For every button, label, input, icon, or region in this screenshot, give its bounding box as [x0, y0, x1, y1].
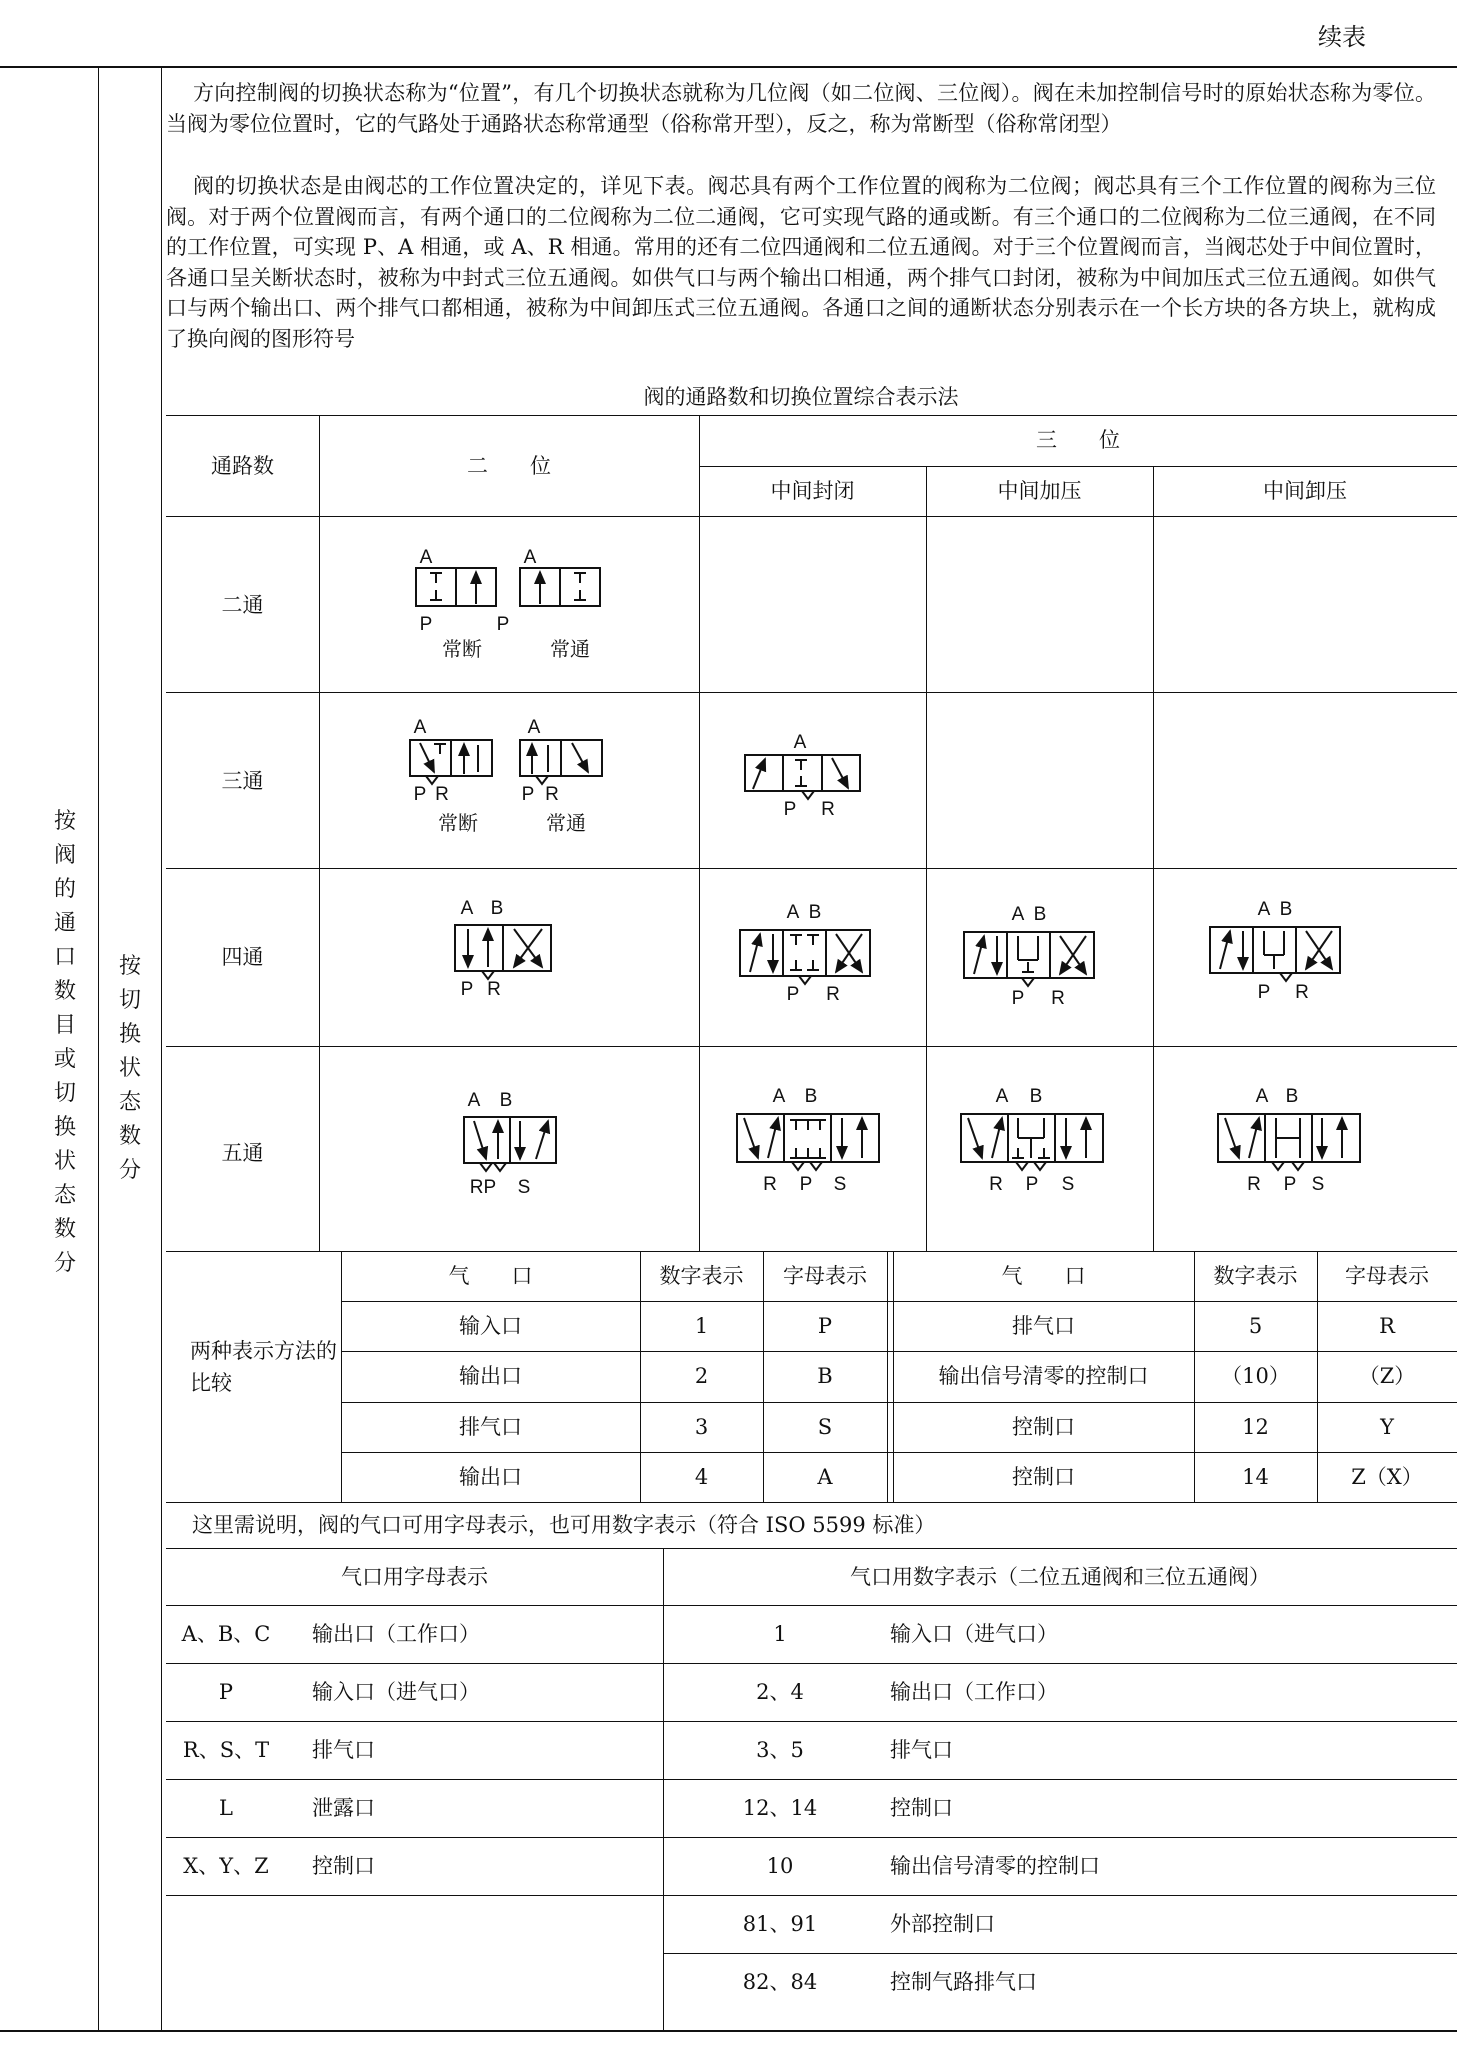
row-label-4-port: 四通: [221, 945, 264, 969]
port-row-line: [166, 1721, 663, 1722]
port-letter-code: X、Y、Z: [183, 1854, 269, 1878]
cmp-cell: 3: [694, 1415, 709, 1439]
outer-char: 口: [53, 945, 76, 970]
exhaust-triangle: [1034, 1162, 1046, 1170]
exhaust-triangle: [494, 1163, 506, 1171]
port-row-line: [663, 1721, 1457, 1722]
inner-char: 按: [118, 954, 141, 979]
symbol-label: R: [821, 799, 835, 820]
exhaust-triangle: [480, 1163, 492, 1171]
subheader-center-exhaust: 中间卸压: [1263, 479, 1347, 503]
symbol-label: 常通: [550, 637, 590, 661]
cmp-cell: 输入口: [459, 1314, 522, 1338]
port-number-desc: 输入口（进气口）: [890, 1622, 1058, 1646]
header-three-position: 三 位: [1036, 428, 1120, 452]
inner-char: 切: [118, 988, 141, 1013]
symbol-label: R: [545, 784, 559, 805]
symbol-label: P: [1257, 982, 1271, 1003]
inner-char: 换: [118, 1022, 141, 1047]
port-row-line: [663, 1895, 1457, 1896]
valve-arrow: [832, 758, 848, 788]
cmp-header-cell: 字母表示: [1345, 1264, 1429, 1288]
valve-arrow: [474, 1121, 486, 1159]
symbol-label: B: [490, 898, 504, 919]
port-letter-desc: 排气口: [312, 1738, 375, 1762]
cmp-header-cell: 字母表示: [783, 1264, 867, 1288]
port-letter-desc: 输出口（工作口）: [312, 1622, 480, 1646]
symbol-label: A: [1255, 1086, 1269, 1107]
valve-arrow: [974, 936, 984, 974]
symbol-label: RP: [469, 1177, 497, 1198]
port-row-line: [166, 1895, 663, 1896]
port-number-code: 1: [773, 1622, 787, 1646]
symbol-label: P: [521, 784, 535, 805]
outer-char: 阀: [53, 843, 76, 868]
exhaust-triangle: [536, 776, 548, 784]
symbol-label: A: [1257, 899, 1271, 920]
note-bottom: [166, 1548, 1457, 1549]
symbol-label: P: [496, 614, 510, 635]
exhaust-triangle: [799, 976, 811, 984]
exhaust-triangle: [802, 791, 814, 799]
symbol-label: R: [989, 1174, 1003, 1195]
cmp-cell: Z（X）: [1351, 1465, 1423, 1489]
cmp-cell: Y: [1380, 1415, 1394, 1439]
port-number-desc: 外部控制口: [890, 1912, 995, 1936]
port-col-divider: [663, 1548, 664, 2030]
exhaust-triangle: [1292, 1162, 1304, 1170]
valve-arrow: [992, 1118, 1002, 1158]
cmp-cell: R: [1379, 1314, 1395, 1338]
symbol-label: A: [527, 717, 541, 738]
symbol-label: R: [826, 984, 840, 1005]
cmp-col-3a: [887, 1251, 888, 1502]
symbol-label: A: [523, 547, 537, 568]
row-label-2-port: 二通: [221, 593, 264, 617]
outer-char: 或: [53, 1047, 76, 1072]
valve-arrow: [572, 743, 588, 772]
subheader-center-pressure: 中间加压: [997, 479, 1082, 503]
cmp-cell: 输出口: [459, 1465, 522, 1489]
valve-arrow: [1249, 1118, 1259, 1158]
symbol-label: P: [413, 784, 427, 805]
port-number-code: 81、91: [742, 1912, 818, 1936]
exhaust-triangle: [810, 1162, 822, 1170]
symbol-label: A: [413, 717, 427, 738]
symbol-label: S: [833, 1174, 847, 1195]
cmp-cell: 排气口: [1012, 1314, 1075, 1338]
cmp-cell: 1: [694, 1314, 709, 1338]
cmp-header-cell: 气 口: [448, 1264, 533, 1288]
cmp-cell: 控制口: [1012, 1415, 1075, 1439]
cmp-row-line-3: [341, 1452, 1457, 1453]
intro-paragraph-2: 阀的切换状态是由阀芯的工作位置决定的，详见下表。阀芯具有两个工作位置的阀称为二位阀；阀芯具有三个工作位置的阀称为三位阀。对于两个位置阀而言，有两个通口的二位阀称为二位二通阀，它可实现气路的通或断。有三个通口的二位阀称为二位三通阀，在不同的工作位置，可实现 P、A 相通，或 A、R 相通。常用的还有二位四通阀和二位五通阀。对于三个位置阀而言，当阀芯处于中间位置时，各通口呈关断状态时，被称为中封式三位五通阀。如供气口与两个输出口相通，两个排气口封闭，被称为中间加压式三位五通阀。如供气口与两个输出口、两个排气口都相通，被称为中间卸压式三位五通阀。各通口之间的通断状态分别表示在一个长方块的各方块上，就构成了换向阀的图形符号: [166, 174, 1436, 351]
port-letter-desc: 输入口（进气口）: [312, 1680, 480, 1704]
symbol-label: S: [1311, 1174, 1325, 1195]
symbol-label: A: [995, 1086, 1009, 1107]
symbol-label: A: [772, 1086, 786, 1107]
symbol-label: B: [804, 1086, 818, 1107]
port-header-bottom: [166, 1605, 1457, 1606]
valve-arrow: [420, 743, 434, 772]
outer-char: 数: [53, 1217, 76, 1242]
exhaust-triangle: [1280, 973, 1292, 981]
port-number-code: 82、84: [742, 1970, 818, 1994]
port-number-code: 12、14: [742, 1796, 818, 1820]
cmp-cell: B: [817, 1364, 833, 1388]
cmp-cell: 5: [1248, 1314, 1263, 1338]
port-number-desc: 排气口: [890, 1738, 953, 1762]
symbol-label: A: [467, 1090, 481, 1111]
exhaust-triangle: [792, 1162, 804, 1170]
row-label-5-port: 五通: [221, 1141, 264, 1165]
port-row-line: [166, 1837, 663, 1838]
valve-table-caption: 阀的通路数和切换位置综合表示法: [643, 385, 959, 409]
inner-char: 分: [118, 1158, 141, 1183]
exhaust-triangle: [482, 971, 494, 979]
symbol-label: P: [786, 984, 800, 1005]
valve-arrow: [753, 759, 765, 789]
port-letter-desc: 泄露口: [312, 1796, 375, 1820]
outer-char: 目: [53, 1013, 76, 1038]
symbol-label: P: [783, 799, 797, 820]
outer-char: 通: [53, 911, 76, 936]
symbol-label: P: [1011, 988, 1025, 1009]
header-ports: 通路数: [211, 454, 274, 478]
cmp-cell: 排气口: [459, 1415, 522, 1439]
symbol-label: A: [460, 898, 474, 919]
outer-char: 换: [53, 1115, 76, 1140]
exhaust-triangle: [426, 776, 438, 784]
port-letter-code: A、B、C: [181, 1622, 271, 1646]
cmp-header-bottom: [341, 1301, 1457, 1302]
outer-char: 状: [53, 1149, 76, 1174]
symbol-label: A: [786, 902, 800, 923]
symbol-label: B: [1033, 904, 1047, 925]
header-two-position: 二 位: [467, 454, 551, 478]
row-label-3-port: 三通: [221, 769, 264, 793]
port-letter-desc: 控制口: [312, 1854, 375, 1878]
port-number-code: 2、4: [756, 1680, 804, 1704]
valve-arrow: [744, 1118, 758, 1158]
symbol-label: P: [1283, 1174, 1297, 1195]
symbol-label: B: [1285, 1086, 1299, 1107]
symbol-label: R: [1295, 982, 1309, 1003]
symbol-label: R: [1247, 1174, 1261, 1195]
port-letter-code: L: [219, 1796, 233, 1820]
port-row-line: [663, 1663, 1457, 1664]
exhaust-triangle: [1272, 1162, 1284, 1170]
cmp-cell: A: [817, 1465, 833, 1489]
symbol-label: P: [799, 1174, 813, 1195]
inner-char: 态: [118, 1090, 141, 1115]
valve-arrow: [1220, 931, 1230, 969]
valve-arrow: [768, 1118, 778, 1158]
symbol-label: B: [808, 902, 822, 923]
cmp-cell: 控制口: [1012, 1465, 1075, 1489]
comparison-title: 两种表示方法的比较: [190, 1339, 337, 1395]
cmp-bottom: [166, 1502, 1457, 1503]
symbol-label: P: [1025, 1174, 1039, 1195]
symbol-label: A: [793, 732, 807, 753]
valve-arrow: [968, 1118, 982, 1158]
port-number-desc: 控制口: [890, 1796, 953, 1820]
port-number-desc: 输出信号清零的控制口: [890, 1854, 1100, 1878]
port-number-desc: 输出口（工作口）: [890, 1680, 1058, 1704]
outer-char: 按: [53, 809, 76, 834]
symbol-label: R: [1051, 988, 1065, 1009]
cmp-cell: 14: [1242, 1465, 1269, 1489]
port-row-line: [166, 1663, 663, 1664]
cmp-cell: 输出信号清零的控制口: [938, 1364, 1149, 1388]
cmp-cell: 输出口: [459, 1364, 522, 1388]
valve-arrow: [536, 1121, 548, 1159]
port-header-numbers: 气口用数字表示（二位五通阀和三位五通阀）: [850, 1565, 1270, 1589]
cmp-cell: 4: [694, 1465, 709, 1489]
cmp-header-cell: 数字表示: [659, 1264, 744, 1288]
port-row-line: [166, 1779, 663, 1780]
symbol-label: S: [1061, 1174, 1075, 1195]
symbol-label: B: [499, 1090, 513, 1111]
symbol-label: B: [1279, 899, 1293, 920]
port-number-code: 3、5: [756, 1738, 804, 1762]
port-letter-code: P: [218, 1680, 234, 1704]
valve-arrow: [1225, 1118, 1239, 1158]
port-row-line: [663, 1953, 1457, 1954]
symbol-label: P: [419, 614, 433, 635]
port-letter-code: R、S、T: [182, 1738, 270, 1762]
cmp-cell: 12: [1242, 1415, 1269, 1439]
outer-char: 态: [53, 1183, 76, 1208]
cmp-cell: 2: [694, 1364, 709, 1388]
symbol-label: S: [517, 1177, 531, 1198]
symbol-label: 常断: [442, 637, 482, 661]
outer-char: 数: [53, 979, 76, 1004]
symbol-label: 常通: [546, 811, 586, 835]
symbol-label: R: [435, 784, 449, 805]
cmp-row-line-2: [341, 1402, 1457, 1403]
cmp-cell: P: [817, 1314, 833, 1338]
intro-paragraph-1: 方向控制阀的切换状态称为“位置”，有几个切换状态就称为几位阀（如二位阀、三位阀）。阀在未加控制信号时的原始状态称为零位。当阀为零位位置时，它的气路处于通路状态称常通型（俗称常开型），反之，称为常断型（俗称常闭型）: [166, 81, 1436, 136]
inner-char: 数: [118, 1124, 141, 1149]
cmp-row-line-1: [341, 1351, 1457, 1352]
port-row-line: [663, 1837, 1457, 1838]
symbol-label: R: [763, 1174, 777, 1195]
symbol-label: P: [460, 979, 474, 1000]
symbol-label: B: [1029, 1086, 1043, 1107]
exhaust-triangle: [1016, 1162, 1028, 1170]
inner-char: 状: [118, 1056, 141, 1081]
symbol-label: R: [487, 979, 501, 1000]
port-header-letters: 气口用字母表示: [341, 1565, 488, 1589]
symbol-label: 常断: [438, 811, 478, 835]
symbol-label: A: [419, 547, 433, 568]
note-text: 这里需说明，阀的气口可用字母表示，也可用数字表示（符合 ISO 5599 标准）: [192, 1513, 936, 1537]
outer-char: 切: [53, 1081, 76, 1106]
cmp-cell: （10）: [1221, 1364, 1290, 1388]
cmp-header-cell: 数字表示: [1213, 1264, 1298, 1288]
symbol-label: A: [1011, 904, 1025, 925]
outer-char: 的: [53, 877, 76, 902]
cmp-header-cell: 气 口: [1001, 1264, 1086, 1288]
subheader-center-closed: 中间封闭: [770, 479, 855, 503]
exhaust-triangle: [1022, 978, 1034, 986]
cmp-cell: S: [817, 1415, 833, 1439]
valve-arrow: [750, 934, 760, 972]
port-number-desc: 控制气路排气口: [890, 1970, 1037, 1994]
cmp-cell: （Z）: [1358, 1364, 1416, 1388]
outer-char: 分: [53, 1251, 76, 1276]
continued-label: 续表: [1318, 23, 1366, 51]
port-number-code: 10: [766, 1854, 794, 1878]
port-row-line: [663, 1779, 1457, 1780]
